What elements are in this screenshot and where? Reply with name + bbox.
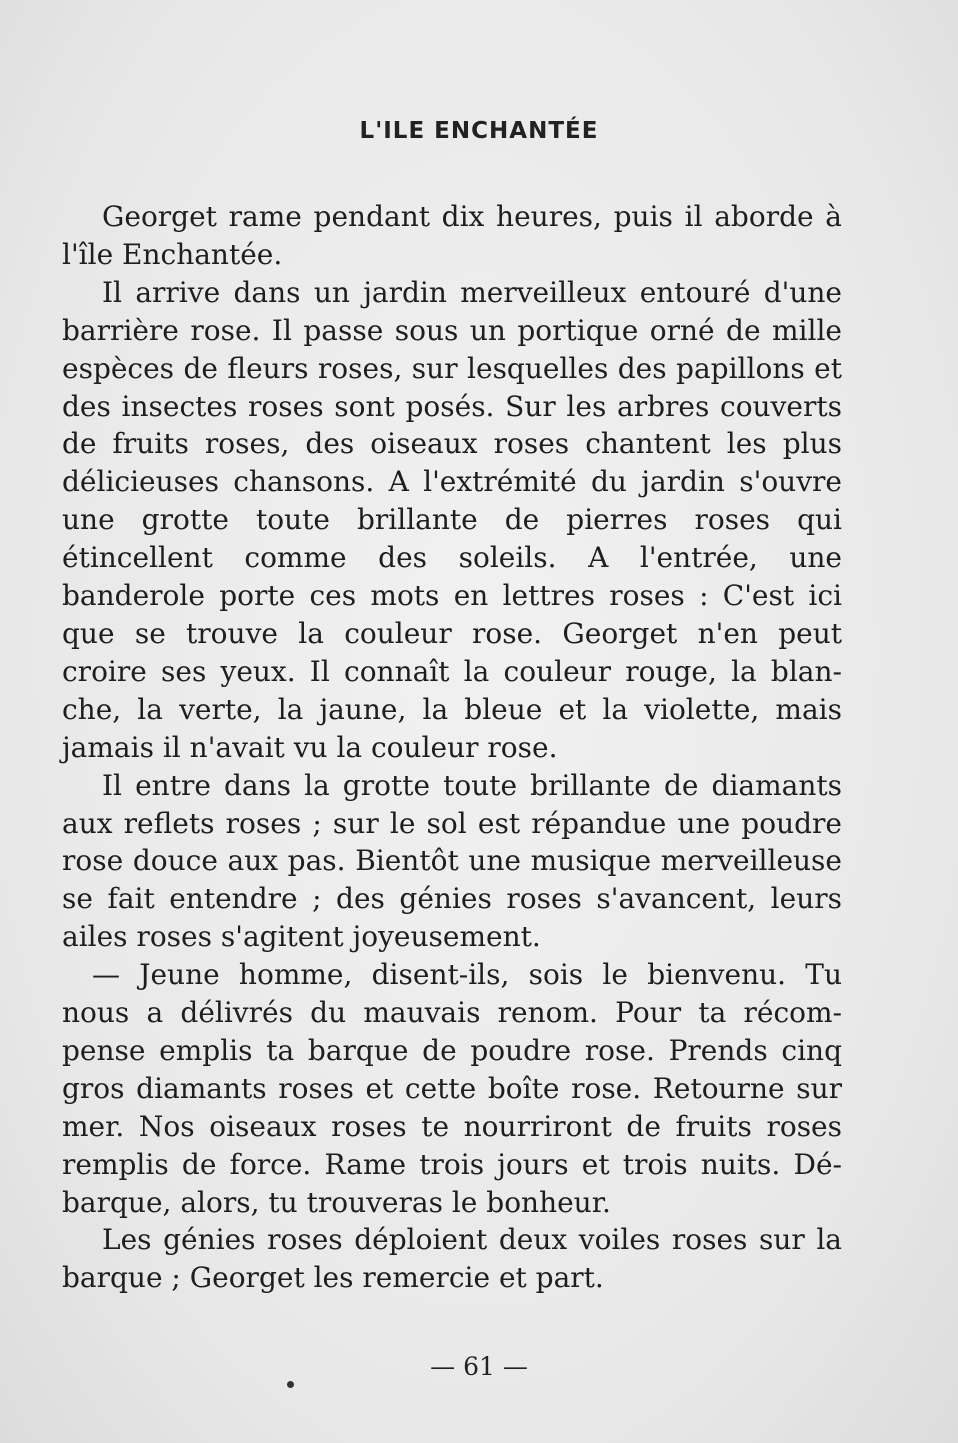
paragraph-1: Georget rame pendant dix heures, puis il aborde à l'île Enchantée. (62, 200, 842, 271)
paragraph-5: Les génies roses déploient deux voiles roses sur la barque ; Georget les remercie et part. (62, 1223, 842, 1295)
paragraph-4: — Jeune homme, disent-ils, sois le bienvenu. Tu nous a délivrés du mauvais renom. Pour ta récompense emplis ta barque de poudre rose. Prends cinq gros diamants roses et cette boîte rose. Retourne sur mer. Nos oiseaux roses te nourriront de fruits roses remplis de force. Rame trois jours et trois nuits. Débarque, alors, tu trouveras le bonheur. (62, 958, 842, 1219)
page-number: — 61 — (430, 1352, 528, 1381)
body-text (62, 198, 842, 1297)
running-header: L'ILE ENCHANTÉE (359, 118, 599, 144)
paragraph-2: Il arrive dans un jardin merveilleux entouré d'une barrière rose. Il passe sous un portique orné de mille espèces de fleurs roses, sur lesquelles des papillons et des insectes roses sont posés. Sur les arbres couverts de fruits roses, des oiseaux roses chantent les plus délicieuses chansons. A l'extrémité du jardin s'ouvre une grotte toute brillante de pierres roses qui étincellent comme des soleils. A l'entrée, une banderole porte ces mots en lettres roses : C'est ici que se trouve la couleur rose. Georget n'en peut croire ses yeux. Il connaît la couleur rouge, la blanche, la verte, la jaune, la bleue et la violette, mais jamais il n'avait vu la couleur rose. (62, 275, 842, 764)
paragraph-3: Il entre dans la grotte toute brillante de diamants aux reflets roses ; sur le sol est répandue une poudre rose douce aux pas. Bientôt une musique merveilleuse se fait entendre ; des génies roses s'avancent, leurs ailes roses s'agitent joyeusement. (62, 768, 842, 954)
ink-speck (287, 1381, 294, 1388)
